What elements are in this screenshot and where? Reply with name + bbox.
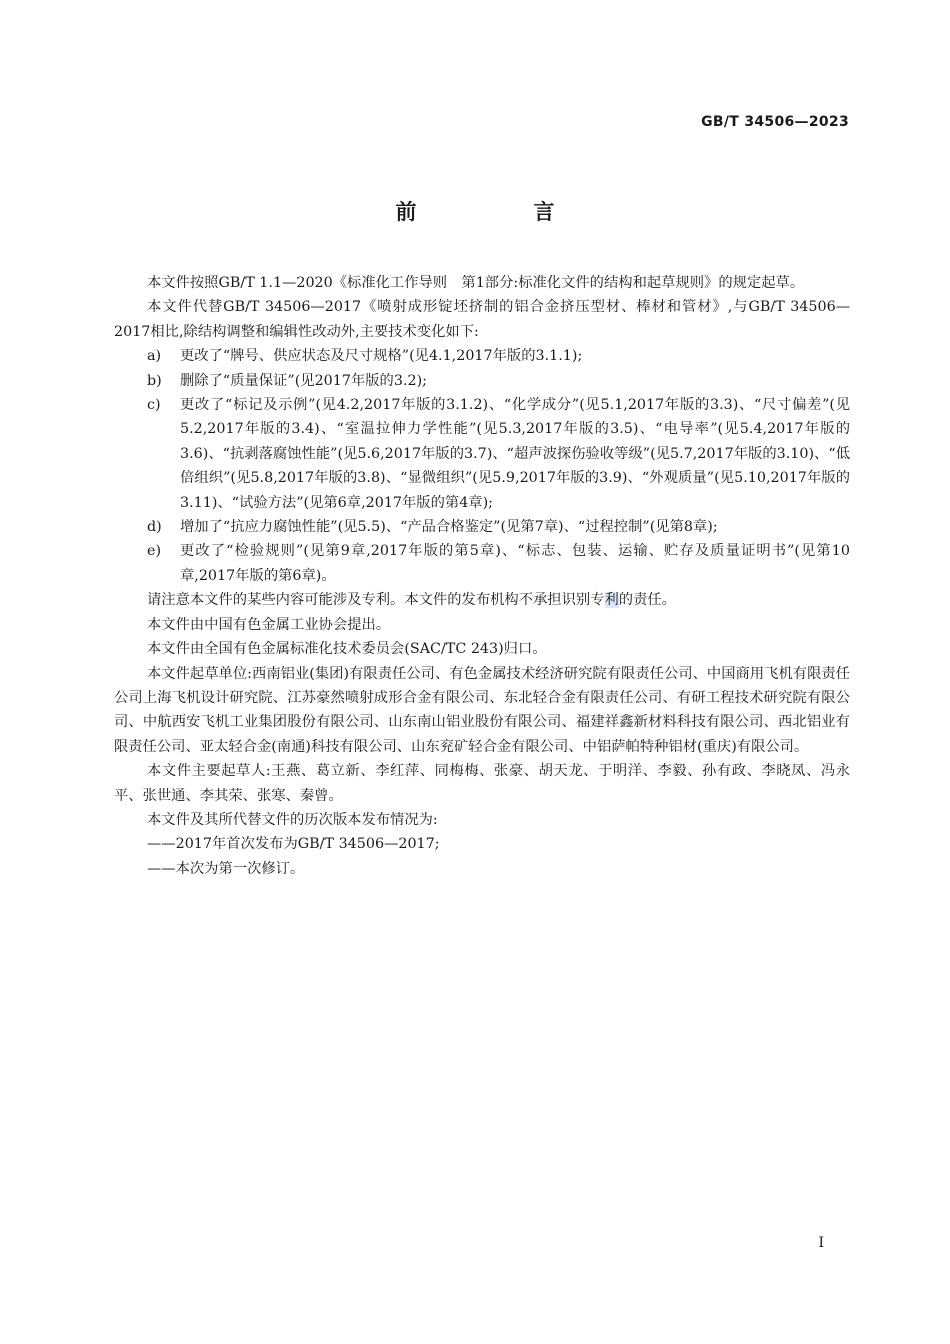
patent-text-after: 的责任。 [618, 592, 676, 609]
list-item-text: 删除了“质量保证”(见2017年版的3.2); [180, 372, 427, 389]
paragraph-version-history: 本文件及其所代替文件的历次版本发布情况为: [147, 811, 438, 828]
paragraph-drafting-units: 本文件起草单位:西南铝业(集团)有限责任公司、有色金属技术经济研究院有限责任公司、中国商用飞机有限责任公司上海飞机设计研究院、江苏豪然喷射成形合金有限公司、东北轻合金有限责任公司、有研工程技术研究院有限公司、中航西安飞机工业集团股份有限公司、山东南山铝业股份有限公司、福建祥鑫新材料科技有限公司、西北铝业有限责任公司、亚太轻合金(南通)科技有限公司、山东兖矿轻合金有限公司、中铝萨帕特种铝材(重庆)有限公司。 [114, 665, 850, 755]
list-item-label: d) [147, 519, 162, 536]
list-item-text: 更改了“检验规则”(见第9章,2017年版的第5章)、“标志、包装、运输、贮存及质量证明书”(见第10章,2017年版的第6章)。 [180, 543, 850, 584]
list-item [114, 515, 850, 539]
list-item-label: e) [147, 543, 162, 560]
list-item [114, 393, 850, 515]
list-item-text: 增加了“抗应力腐蚀性能”(见5.5)、“产品合格鉴定”(见第7章)、“过程控制”(见第8章); [180, 519, 718, 536]
paragraph-proposed-by: 本文件由中国有色金属工业协会提出。 [147, 616, 391, 633]
history-item: ——2017年首次发布为GB/T 34506—2017; [147, 836, 440, 853]
list-item-label: a) [147, 348, 162, 365]
list-item [114, 539, 850, 588]
paragraph-patent-notice [114, 588, 850, 612]
list-item [114, 344, 850, 368]
paragraph-administered-by: 本文件由全国有色金属标准化技术委员会(SAC/TC 243)归口。 [147, 641, 547, 658]
text-selection-highlight[interactable]: 利 [604, 592, 619, 609]
paragraph-replacement: 本文件代替GB/T 34506—2017《喷射成形锭坯挤制的铝合金挤压型材、棒材和管材》,与GB/T 34506—2017相比,除结构调整和编辑性改动外,主要技术变化如下: [114, 299, 850, 340]
foreword-body [114, 271, 850, 881]
list-item-label: b) [147, 372, 162, 389]
paragraph-drafters: 本文件主要起草人:王燕、葛立新、李红萍、同梅梅、张豪、胡天龙、于明洋、李毅、孙有政、李晓凤、冯永平、张世通、李其荣、张寒、秦曾。 [114, 763, 850, 804]
list-item-text: 更改了“牌号、供应状态及尺寸规格”(见4.1,2017年版的3.1.1); [180, 348, 583, 365]
page-number: Ⅰ [818, 1235, 824, 1251]
patent-text-before: 请注意本文件的某些内容可能涉及专利。本文件的发布机构不承担识别专 [147, 592, 605, 609]
standard-number: GB/T 34506—2023 [701, 114, 849, 130]
history-item: ——本次为第一次修订。 [147, 860, 305, 877]
page-title: 前 言 [395, 200, 603, 224]
list-item-text: 更改了“标记及示例”(见4.2,2017年版的3.1.2)、“化学成分”(见5.1,2017年版的3.3)、“尺寸偏差”(见5.2,2017年版的3.4)、“室温拉伸力学性能”(见5.3,2017年版的3.5)、“电导率”(见5.4,2017年版的3.6)、“抗剥落腐蚀性能”(见5.6,2017年版的3.7)、“超声波探伤验收等级”(见5.7,2017年版的3.10)、“低倍组织”(见5.8,2017年版的3.8)、“显微组织”(见5.9,2017年版的3.9)、“外观质量”(见5.10,2017年版的3.11)、“试验方法”(见第6章,2017年版的第4章); [180, 397, 850, 511]
list-item [114, 369, 850, 393]
list-item-label: c) [147, 397, 161, 414]
paragraph-drafting-rules: 本文件按照GB/T 1.1—2020《标准化工作导则 第1部分:标准化文件的结构和起草规则》的规定起草。 [147, 275, 805, 291]
